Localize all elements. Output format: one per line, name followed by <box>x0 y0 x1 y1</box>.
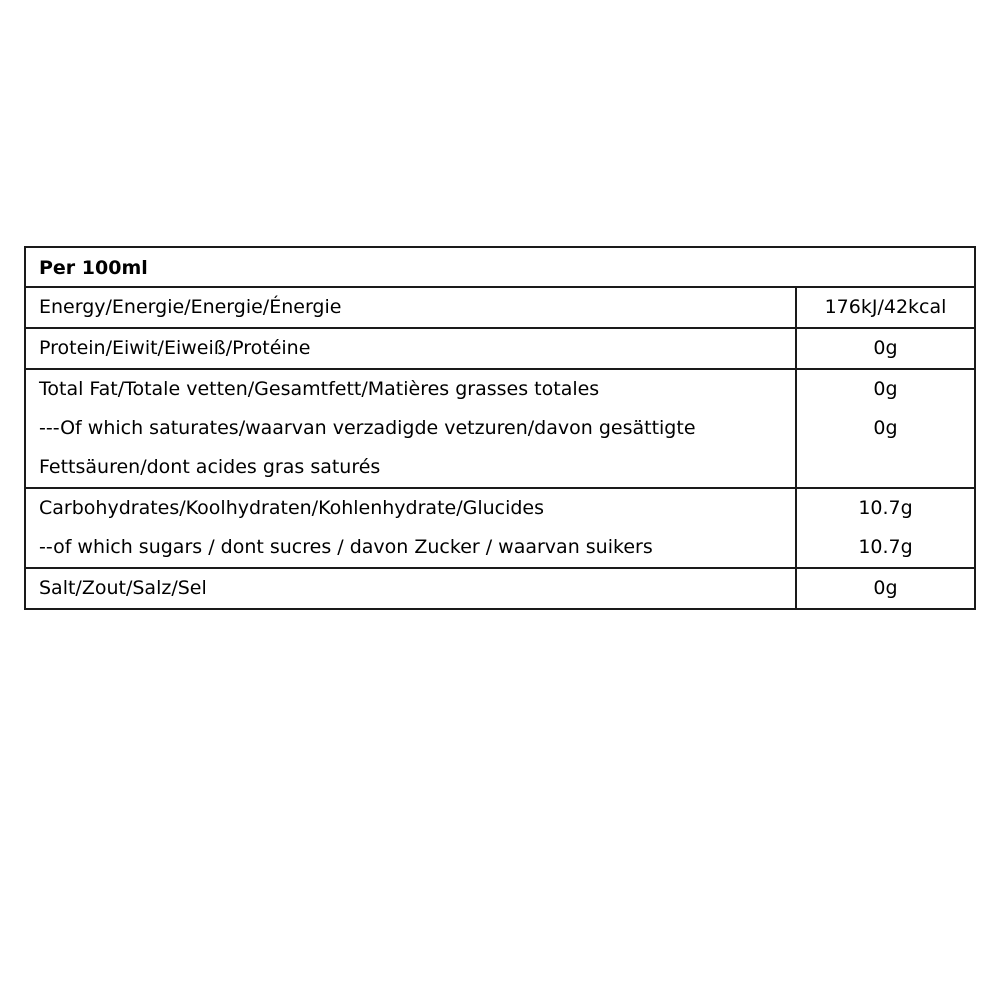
header-label: Per 100ml <box>39 257 148 279</box>
per-100ml-header <box>25 247 975 287</box>
nutrient-label-carbohydrates: Carbohydrates/Koolhydraten/Kohlenhydrate/Glucides <box>39 497 545 519</box>
table-row-salt <box>25 568 975 609</box>
nutrient-label-protein: Protein/Eiwit/Eiweiß/Protéine <box>39 337 311 359</box>
nutrient-value-energy: 176kJ/42kcal <box>824 296 947 318</box>
nutrient-value-cell <box>796 488 975 568</box>
table-row-fat <box>25 369 975 488</box>
table-row-energy <box>25 287 975 328</box>
nutrient-name-cell <box>25 369 796 488</box>
nutrient-value-cell <box>796 369 975 488</box>
nutrient-value-total-fat: 0g <box>873 378 898 400</box>
nutrient-name-cell <box>25 328 796 369</box>
nutrient-value-saturates: 0g <box>873 417 898 439</box>
nutrient-value-carbohydrates: 10.7g <box>858 497 913 519</box>
nutrient-label-total-fat: Total Fat/Totale vetten/Gesamtfett/Matières grasses totales <box>39 378 600 400</box>
nutrient-name-cell <box>25 568 796 609</box>
nutrient-value-protein: 0g <box>873 337 898 359</box>
nutrient-label-saturates: ---Of which saturates/waarvan verzadigde vetzuren/davon gesättigte <box>39 417 696 439</box>
nutrient-value-cell <box>796 328 975 369</box>
nutrient-name-cell <box>25 287 796 328</box>
nutrient-label-energy: Energy/Energie/Energie/Énergie <box>39 296 342 318</box>
nutrient-name-cell <box>25 488 796 568</box>
nutrient-label-salt: Salt/Zout/Salz/Sel <box>39 577 207 599</box>
nutrient-value-cell <box>796 568 975 609</box>
table-row-carbohydrates <box>25 488 975 568</box>
nutrient-value-cell <box>796 287 975 328</box>
nutrient-value-salt: 0g <box>873 577 898 599</box>
nutrient-label-saturates-cont: Fettsäuren/dont acides gras saturés <box>39 456 381 478</box>
nutrient-value-sugars: 10.7g <box>858 536 913 558</box>
table-row-protein <box>25 328 975 369</box>
nutrition-table <box>24 246 976 610</box>
table-header-row <box>25 247 975 287</box>
nutrient-label-sugars: --of which sugars / dont sucres / davon Zucker / waarvan suikers <box>39 536 653 558</box>
